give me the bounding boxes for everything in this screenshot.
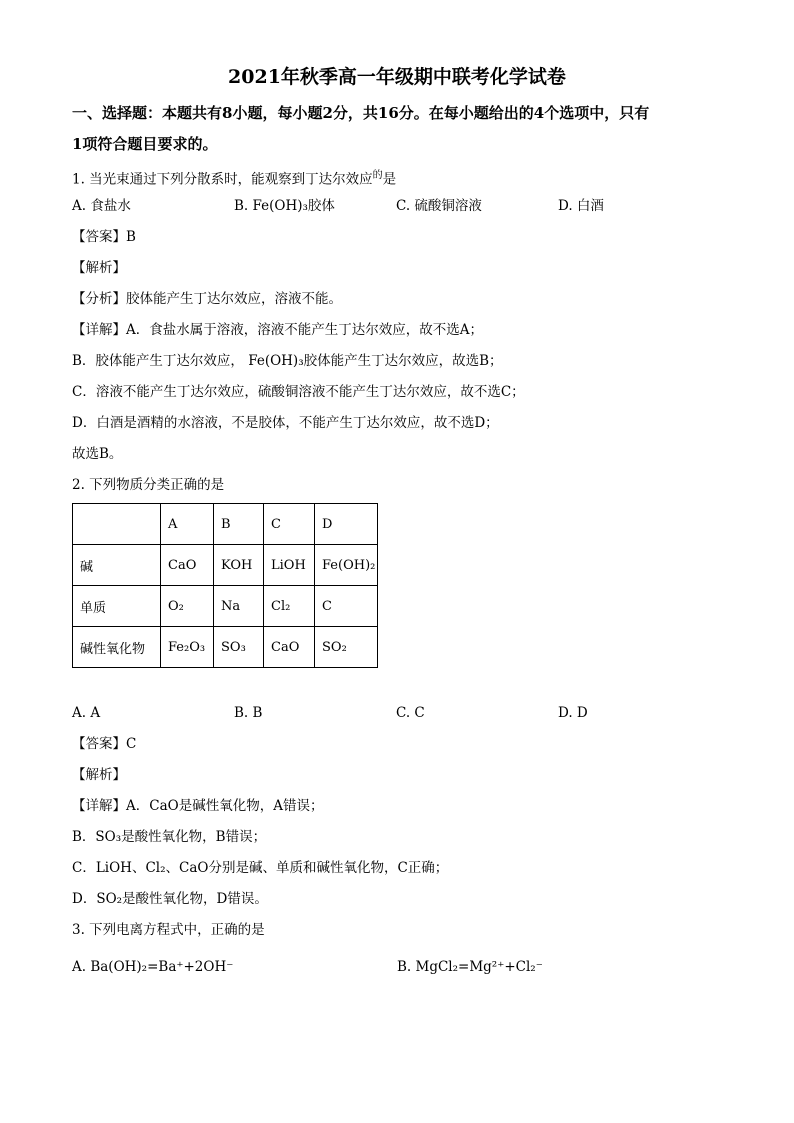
question-3-options [72,952,722,983]
table-cell: Cl₂ [264,586,315,627]
fenxi-text: 【分析】胶体能产生丁达尔效应，溶液不能。 [72,291,342,307]
table-row [73,627,378,668]
question-3-stem: 3. 下列电离方程式中，正确的是 [72,922,265,938]
table-cell: SO₃ [214,627,264,668]
table-cell: B [214,504,264,545]
detail-line: B．SO₃是酸性氧化物，B错误； [72,829,267,845]
table-row [73,586,378,627]
table-cell: Fe(OH)₂ [315,545,378,586]
table-row [73,545,378,586]
analysis-label: 【解析】 [72,260,126,276]
option-b: B. B [234,705,263,721]
option-a: A. 食盐水 [72,198,131,214]
table-cell: 碱性氧化物 [73,627,161,668]
option-c: C. C [396,705,425,721]
option-d: D. D [558,705,588,721]
answer-label: 【答案】B [72,229,136,245]
detail-line: 【详解】A．食盐水属于溶液，溶液不能产生丁达尔效应，故不选A； [72,322,483,338]
table-cell: A [161,504,214,545]
answer-label: 【答案】C [72,736,137,752]
question-1-stem: 1. 当光束通过下列分散系时，能观察到丁达尔效应$^的$是 [72,170,397,188]
detail-line: D．SO₂是酸性氧化物，D错误。 [72,891,268,907]
question-2-options [72,698,722,729]
question-3 [72,915,722,983]
page-title: 2021年秋季高一年级期中联考化学试卷 [228,66,566,88]
question-2 [72,470,722,915]
table-cell: CaO [161,545,214,586]
exam-page [72,62,722,983]
section-heading-line-2: 1项符合题目要求的。 [72,135,218,153]
table-cell: 单质 [73,586,161,627]
detail-line: B．胶体能产生丁达尔效应， Fe(OH)₃胶体能产生丁达尔效应，故选B； [72,353,503,369]
option-b: B. MgCl₂=Mg²⁺+Cl₂⁻ [397,959,543,975]
table-cell: C [315,586,378,627]
detail-line: D．白酒是酒精的水溶液，不是胶体，不能产生丁达尔效应，故不选D； [72,415,499,431]
question-1 [72,160,722,470]
option-a: A. A [72,705,101,721]
question-1-options [72,191,722,222]
option-a: A. Ba(OH)₂=Ba⁺+2OH⁻ [72,959,234,975]
table-cell: Fe₂O₃ [161,627,214,668]
table-cell: O₂ [161,586,214,627]
section-heading-line-1: 一、选择题：本题共有8小题，每小题2分，共16分。在每小题给出的4个选项中，只有 [72,104,650,122]
detail-line: 故选B。 [72,446,123,462]
table-cell: 碱 [73,545,161,586]
table-header-row [73,504,378,545]
detail-line: C．LiOH、Cl₂、CaO分别是碱、单质和碱性氧化物，C正确； [72,860,449,876]
table-cell: SO₂ [315,627,378,668]
detail-line: C．溶液不能产生丁达尔效应，硫酸铜溶液不能产生丁达尔效应，故不选C； [72,384,525,400]
table-cell: CaO [264,627,315,668]
detail-line: 【详解】A．CaO是碱性氧化物，A错误； [72,798,324,814]
table-cell: KOH [214,545,264,586]
table-cell [73,504,161,545]
table-cell: Na [214,586,264,627]
table-cell: C [264,504,315,545]
analysis-label: 【解析】 [72,767,126,783]
option-b: B. Fe(OH)₃胶体 [234,198,335,214]
section-heading [72,98,722,160]
option-d: D. 白酒 [558,198,604,214]
table-cell: D [315,504,378,545]
classification-table [72,503,378,668]
option-c: C. 硫酸铜溶液 [396,198,482,214]
question-2-stem: 2. 下列物质分类正确的是 [72,477,225,493]
table-cell: LiOH [264,545,315,586]
